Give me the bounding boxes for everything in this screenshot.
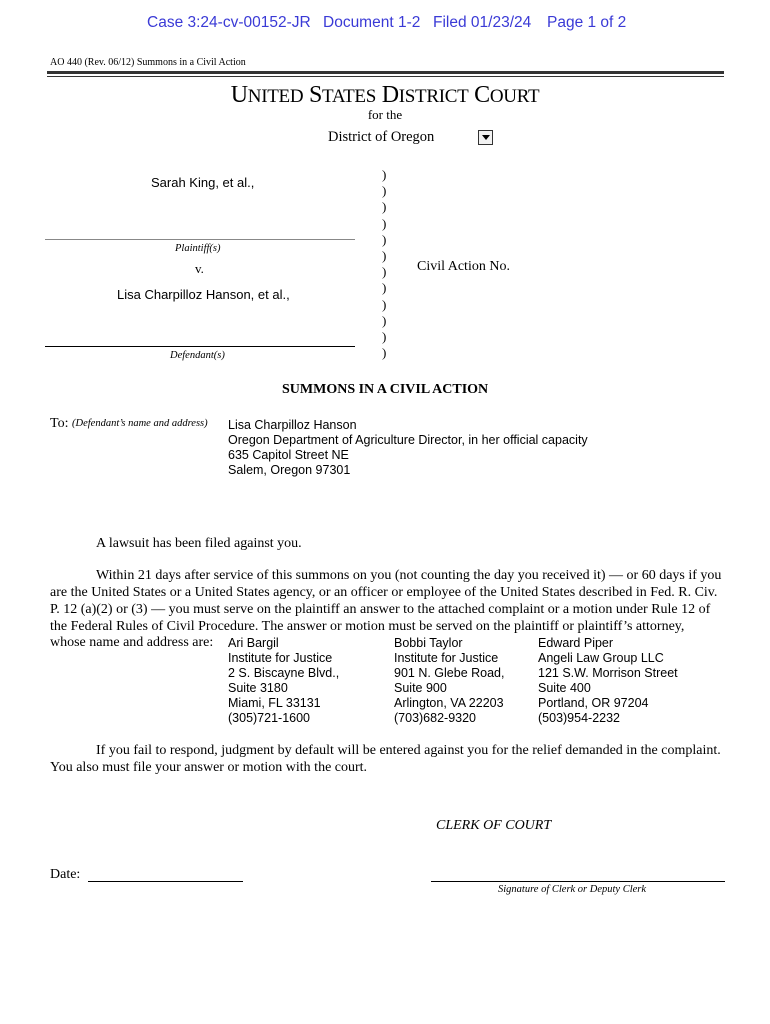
signature-field[interactable] [431,881,725,882]
to-hint: (Defendant’s name and address) [72,418,208,429]
plaintiff-name[interactable]: Sarah King, et al., [151,175,255,190]
for-the: for the [367,107,403,122]
district-select-value[interactable]: District of Oregon [328,129,435,145]
versus: v. [195,261,204,276]
plaintiff-label: Plaintiff(s) [175,243,221,254]
page-number: Page 1 of 2 [547,14,627,31]
to-label: To: [50,416,69,431]
within-line-2: are the United States or a United States agency, or an officer or employee of the United States described in Fed. R. Civ. [50,585,718,600]
caption-parentheses: ) ) ) ) ) ) ) ) ) ) ) ) [382,167,387,361]
case-number: Case 3:24-cv-00152-JR [147,14,311,31]
header-rule-thin [47,76,724,77]
fail-line-2: You also must file your answer or motion with the court. [50,760,368,775]
defendant-line [45,346,355,347]
defendant-label: Defendant(s) [170,350,225,361]
within-line-1: Within 21 days after service of this summons on you (not counting the day you received it) — or 60 days if you [96,568,722,583]
fail-line-1: If you fail to respond, judgment by default will be entered against you for the relief demanded in the complaint. [96,743,721,758]
attorney-block-3[interactable]: Edward Piper Angeli Law Group LLC 121 S.W. Morrison Street Suite 400 Portland, OR 97204 (503)954-2232 [538,636,678,725]
summons-title: SUMMONS IN A CIVIL ACTION [282,382,489,397]
header-rule-thick [47,71,724,74]
within-line-5: whose name and address are: [50,635,214,650]
date-label: Date: [50,867,81,882]
clerk-of-court: CLERK OF COURT [436,818,552,833]
lawsuit-notice: A lawsuit has been filed against you. [96,536,302,551]
attorney-block-2[interactable]: Bobbi Taylor Institute for Justice 901 N. Glebe Road, Suite 900 Arlington, VA 22203 (703)682-9320 [394,636,505,725]
form-id: AO 440 (Rev. 06/12) Summons in a Civil Action [50,57,246,68]
defendant-name[interactable]: Lisa Charpilloz Hanson, et al., [117,287,290,302]
filed-date: Filed 01/23/24 [433,14,532,31]
district-dropdown-button[interactable] [478,130,493,145]
within-line-4: the Federal Rules of Civil Procedure. The answer or motion must be served on the plaintiff or plaintiff’s attorney, [50,619,685,634]
court-title: UNITED STATES DISTRICT COURT [230,82,540,108]
within-line-3: P. 12 (a)(2) or (3) — you must serve on the plaintiff an answer to the attached complaint or a motion under Rule 12 of [50,602,711,617]
document-number: Document 1-2 [323,14,421,31]
attorney-block-1[interactable]: Ari Bargil Institute for Justice 2 S. Biscayne Blvd., Suite 3180 Miami, FL 33131 (305)721-1600 [228,636,340,725]
chevron-down-icon [482,135,490,140]
civil-action-label: Civil Action No. [417,259,510,274]
defendant-address[interactable]: Lisa Charpilloz Hanson Oregon Department of Agriculture Director, in her official capacity 635 Capitol Street NE Salem, Oregon 97301 [228,418,588,477]
plaintiff-line [45,239,355,240]
date-field[interactable] [88,881,243,882]
signature-label: Signature of Clerk or Deputy Clerk [498,884,647,895]
